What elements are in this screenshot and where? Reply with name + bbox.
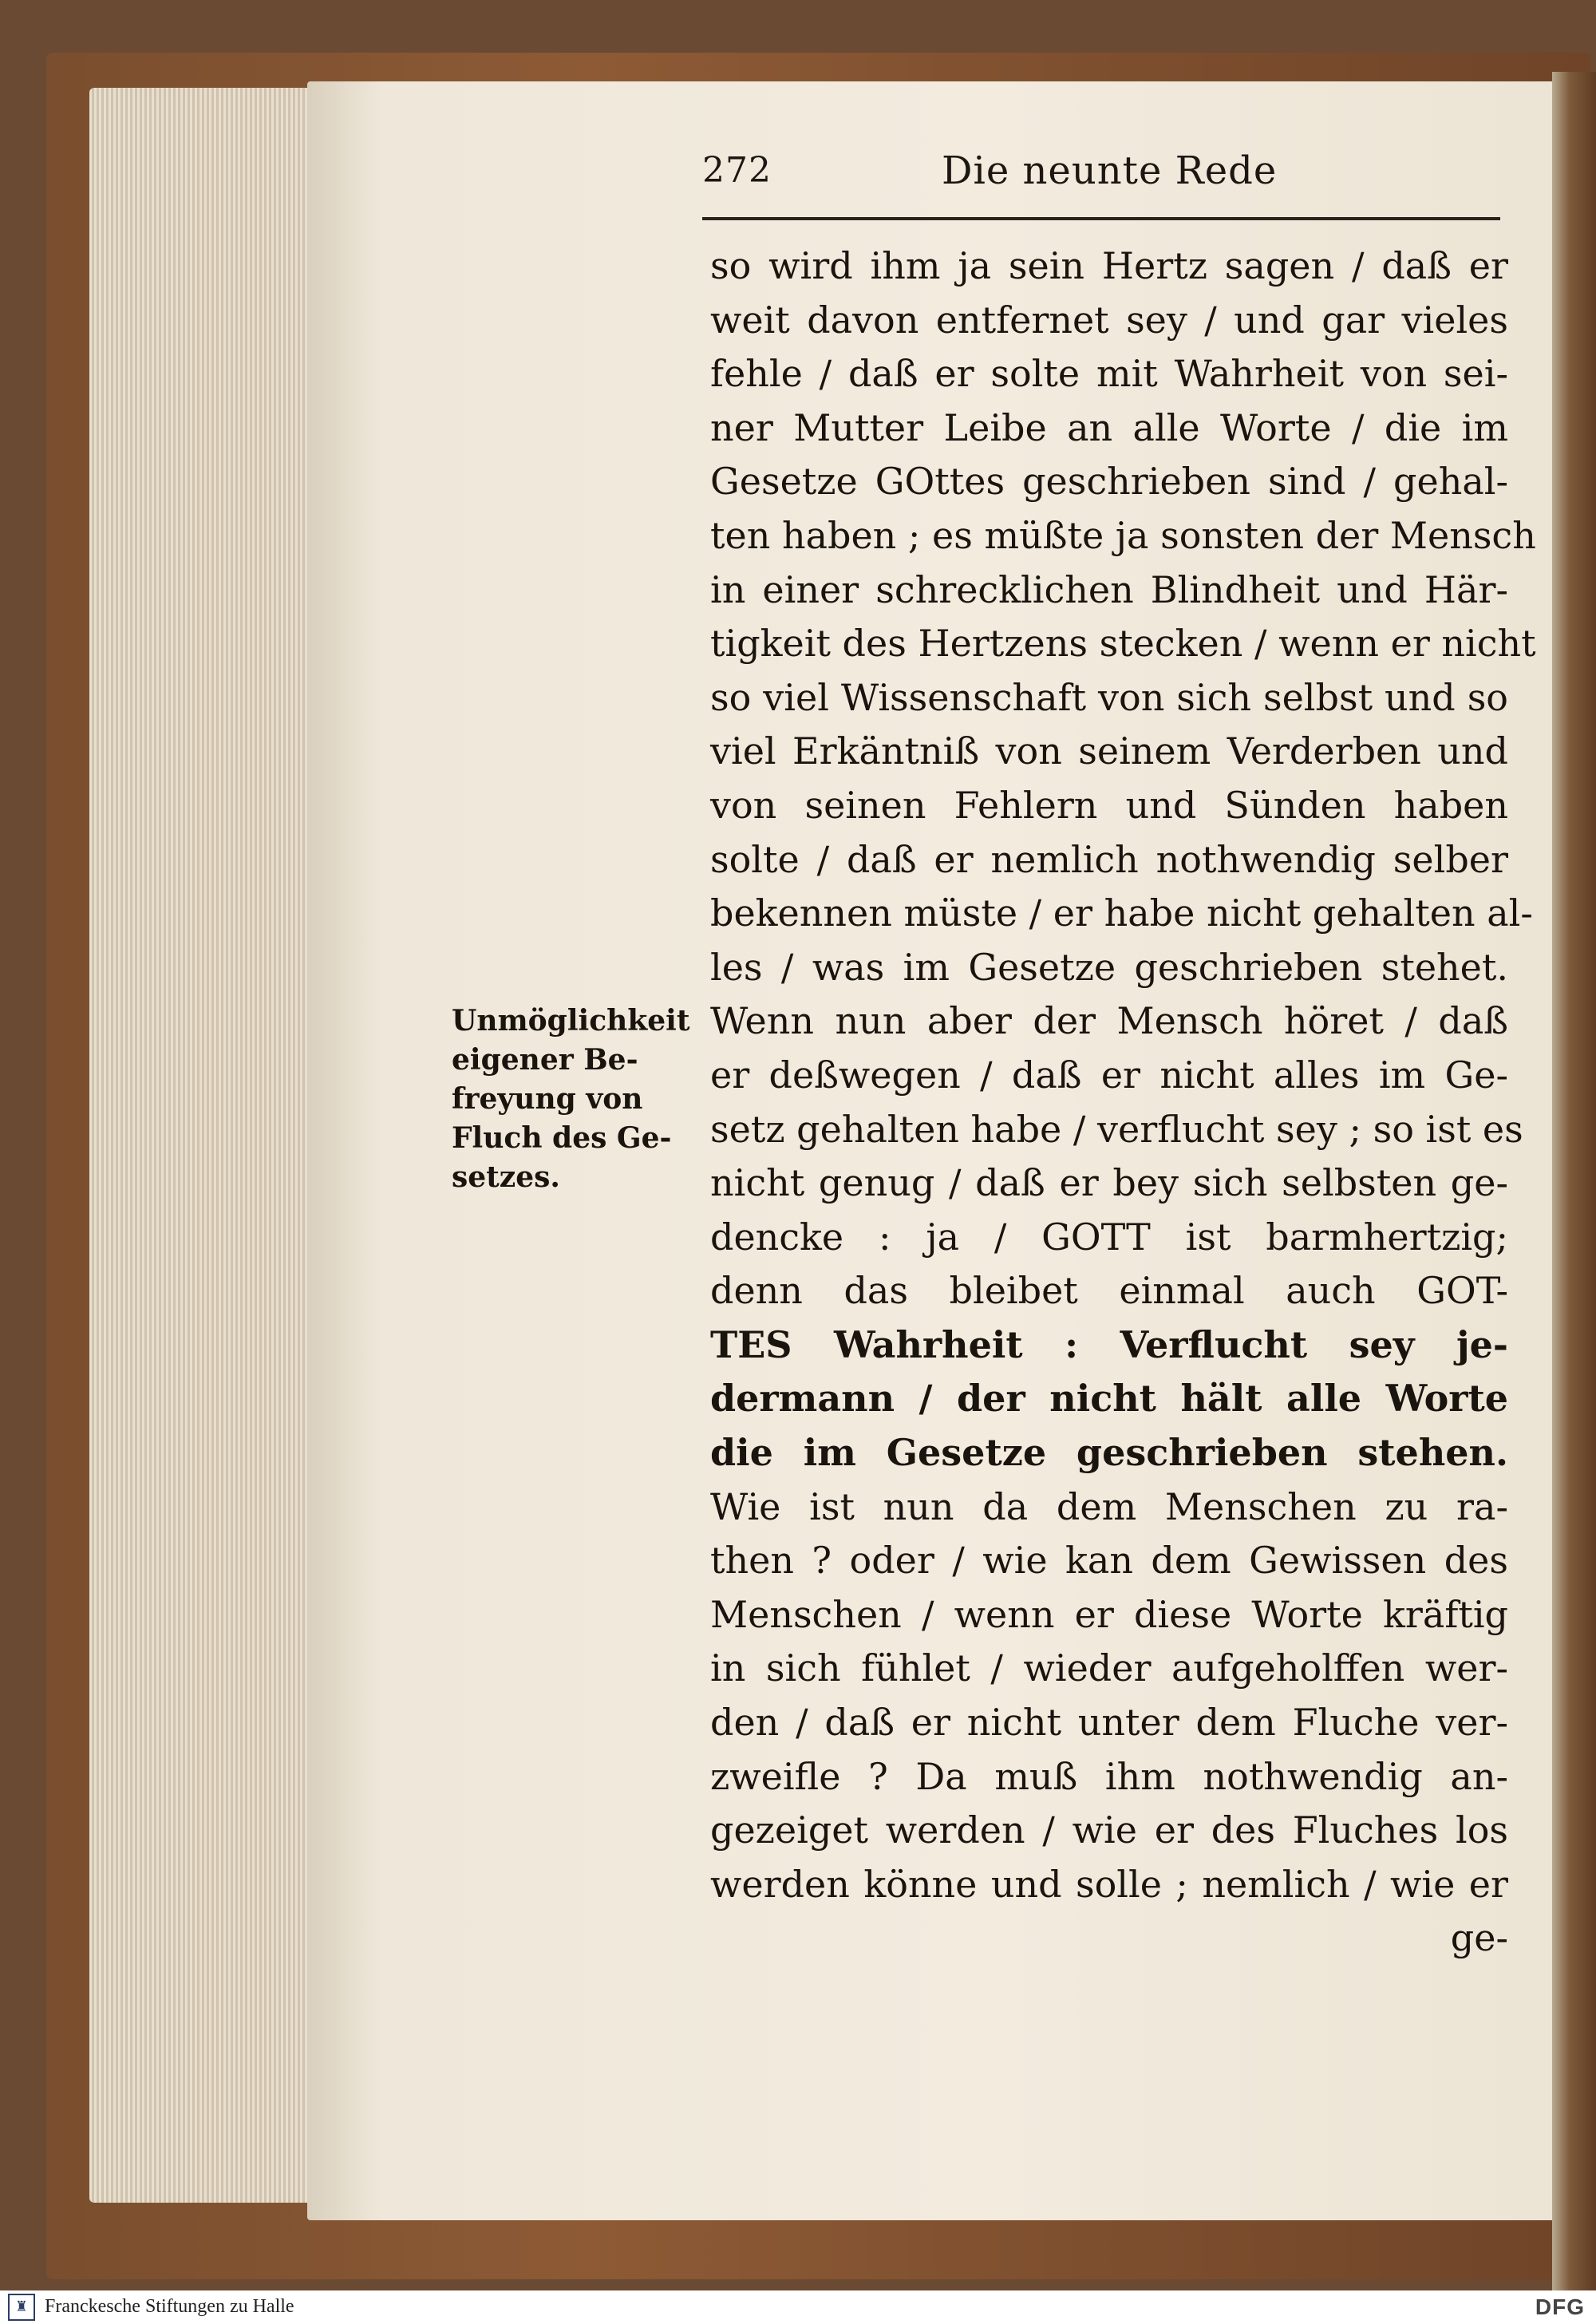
text-line: weit davon entfernet sey / und gar vieles	[710, 298, 1508, 342]
text-line: zweifle ? Da muß ihm nothwendig an-	[710, 1754, 1508, 1798]
text-line: Gesetze GOttes geschrieben sind / gehal-	[710, 460, 1508, 504]
page-edges	[89, 88, 329, 2203]
text-line: in einer schrecklichen Blindheit und Här-	[710, 567, 1508, 611]
marginal-line: Unmöglichkeit	[452, 1004, 690, 1038]
text-line: in sich fühlet / wieder aufgeholffen wer-	[710, 1646, 1508, 1690]
marginal-note	[452, 1002, 707, 1197]
right-binding	[1552, 72, 1596, 2290]
text-line: fehle / daß er solte mit Wahrheit von sei-	[710, 352, 1508, 396]
footer-bar	[0, 2290, 1596, 2324]
marginal-line: setzes.	[452, 1160, 560, 1194]
body-text	[710, 239, 1536, 1966]
text-line: solte / daß er nemlich nothwendig selber	[710, 837, 1508, 881]
text-line: so viel Wissenschaft von sich selbst und so	[710, 675, 1508, 719]
text-line: les / was im Gesetze geschrieben stehet.	[710, 945, 1508, 989]
marginal-line: Fluch des Ge-	[452, 1121, 672, 1155]
text-line: TES Wahrheit : Verflucht sey je-	[710, 1322, 1508, 1366]
text-line: then ? oder / wie kan dem Gewissen des	[710, 1539, 1508, 1583]
text-line: Wenn nun aber der Mensch höret / daß	[710, 999, 1508, 1043]
running-title: Die neunte Rede	[942, 148, 1278, 193]
text-line: gezeiget werden / wie er des Fluches los	[710, 1808, 1508, 1852]
text-line: dermann / der nicht hält alle Worte	[710, 1377, 1508, 1421]
text-line: die im Gesetze geschrieben stehen.	[710, 1431, 1508, 1475]
header-rule	[702, 217, 1500, 220]
text-line: ten haben ; es müßte ja sonsten der Mensch	[710, 513, 1536, 557]
institution-logo-icon: ♜	[8, 2294, 35, 2321]
text-line: so wird ihm ja sein Hertz sagen / daß er	[710, 244, 1508, 287]
page-number: 272	[702, 150, 772, 191]
marginal-line: freyung von	[452, 1082, 643, 1116]
text-line: dencke : ja / GOTT ist barmhertzig;	[710, 1215, 1508, 1259]
institution-name: Franckesche Stiftungen zu Halle	[45, 2296, 294, 2317]
text-line: Menschen / wenn er diese Worte kräftig	[710, 1592, 1508, 1636]
text-line: tigkeit des Hertzens stecken / wenn er nicht	[710, 622, 1536, 666]
text-line: ner Mutter Leibe an alle Worte / die im	[710, 405, 1508, 449]
text-line: viel Erkäntniß von seinem Verderben und	[710, 729, 1508, 773]
text-line: nicht genug / daß er bey sich selbsten ge-	[710, 1161, 1508, 1205]
text-line: von seinen Fehlern und Sünden haben	[710, 783, 1508, 827]
text-line: werden könne und solle ; nemlich / wie er	[710, 1862, 1508, 1906]
text-line: Wie ist nun da dem Menschen zu ra-	[710, 1484, 1508, 1528]
text-line: er deßwegen / daß er nicht alles im Ge-	[710, 1053, 1508, 1097]
catchword: ge-	[1450, 1916, 1508, 1960]
marginal-line: eigener Be-	[452, 1043, 638, 1077]
text-line: den / daß er nicht unter dem Fluche ver-	[710, 1701, 1508, 1745]
text-line: setz gehalten habe / verflucht sey ; so ist es	[710, 1107, 1523, 1151]
running-head	[702, 140, 1500, 196]
text-line: denn das bleibet einmal auch GOT-	[710, 1269, 1508, 1313]
funder-logo: DFG	[1535, 2294, 1585, 2319]
text-line: bekennen müste / er habe nicht gehalten al-	[710, 891, 1533, 935]
